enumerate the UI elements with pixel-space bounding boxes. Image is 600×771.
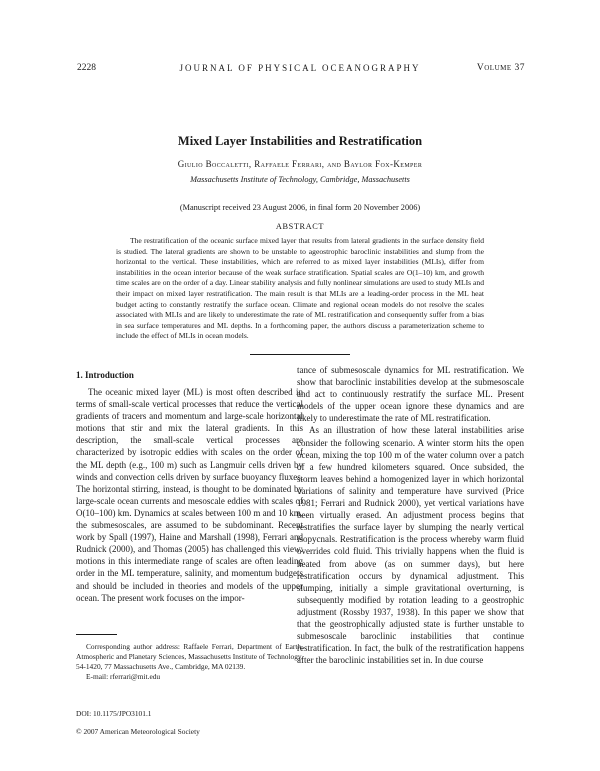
volume-label: Volume 37 xyxy=(476,63,525,73)
abstract-heading: ABSTRACT xyxy=(275,222,325,231)
affiliation: Massachusetts Institute of Technology, Cambridge, Massachusetts xyxy=(190,175,410,184)
authors: Giulio Boccaletti, Raffaele Ferrari, and Baylor Fox-Kemper xyxy=(177,159,423,169)
body-paragraph: The oceanic mixed layer (ML) is most often described in terms of small-scale vertical processes that reduce the vertical gradients of tracers and momentum and large-scale horizontal motions that stir and mix the lateral gradients. In this description, the small-scale vertical processes are characterized by isotropic eddies with scales on the order of the ML depth (e.g., 100 m) such as Langmuir cells driven by winds and convection cells driven by surface buoyancy fluxes. The horizontal stirring, instead, is thought to be dominated by large-scale ocean currents and mesoscale eddies with scales of O(10–100) km. Dynamics at scales between 100 m and 10 km, the submesoscales, are assumed to be subdominant. Recent work by Spall (1997), Haine and Marshall (1998), Ferrari and Rudnick (2000), and Thomas (2005) has challenged this view: motions in this intermediate range of scales are often leading order in the ML temperature, salinity, and momentum budgets and should be included in theories and models of the upper ocean. The present work focuses on the impor- xyxy=(76,387,303,603)
doi: DOI: 10.1175/JPO3101.1 xyxy=(76,709,152,718)
footnote-address: Corresponding author address: Raffaele Ferrari, Department of Earth, Atmospheric and Planetary Sciences, Massachusetts Institute of Technology, 54-1420, 77 Massachusetts Ave., Cambridge, MA 02139. xyxy=(76,642,303,671)
manuscript-dates: (Manuscript received 23 August 2006, in final form 20 November 2006) xyxy=(179,203,421,212)
copyright: © 2007 American Meteorological Society xyxy=(76,727,200,736)
footnote-divider xyxy=(76,634,117,635)
footnote-email: E-mail: rferrari@mit.edu xyxy=(86,672,161,681)
body-paragraph: As an illustration of how these lateral instabilities arise consider the following scenario. A winter storm hits the open ocean, mixing the top 100 m of the water column over a patch of a few hundred kilometers squared. Once subsided, the storm leaves behind a homogenized layer in which horizontal variations of salinity and temperature have survived (Price 1981; Ferrari and Rudnick 2000), yet vertical variations have been virtually erased. An adjustment process begins that restratifies the surface layer by slumping the nearly vertical isopycnals. Restratification is the process whereby warm fluid overrides cold fluid. This trivially happens when the fluid is heated from above (as on summer days), but here restratification occurs by dynamical adjustment. This slumping, initially a simple gravitational overturning, is subsequently modified by rotation leading to a geostrophic adjustment (Rossby 1937, 1938). In this paper we show that that the geostrophically adjusted state is further unstable to submesoscale baroclinic instabilities that continue restratification. In fact, the bulk of the restratification happens after the baroclinic instabilities set in. In due course xyxy=(297,425,524,666)
footnote xyxy=(76,642,303,682)
section-heading: 1. Introduction xyxy=(76,370,134,380)
right-column xyxy=(297,364,524,666)
page-number: 2228 xyxy=(77,63,96,73)
left-column xyxy=(76,386,303,604)
divider xyxy=(250,354,350,355)
body-paragraph: tance of submesoscale dynamics for ML restratification. We show that baroclinic instabilities develop at the submesoscale and act to continuously restratify the surface ML. Present models of the upper ocean ignore these dynamics and are likely to underestimate the rate of ML restratification. xyxy=(297,365,524,424)
abstract-text: The restratification of the oceanic surface mixed layer that results from lateral gradients in the surface density field is studied. The lateral gradients are shown to be unstable to ageostrophic baroclinic instabilities and slump from the horizontal to the vertical. These instabilities, which are referred to as mixed layer instabilities (MLIs), differ from instabilities in the ocean interior because of the weak surface stratification. Spatial scales are O(1–10) km, and growth time scales are on the order of a day. Linear stability analysis and fully nonlinear simulations are used to study MLIs and their impact on mixed layer restratification. The main result is that MLIs are a leading-order process in the ML heat budget acting to constantly restratify the surface ocean. Climate and regional ocean models do not resolve the scales associated with MLIs and are likely to underestimate the rate of ML restratification and consequently suffer from a bias in sea surface temperatures and ML depths. In a forthcoming paper, the authors discuss a parameterization scheme to include the effect of MLIs in ocean models. xyxy=(116,236,484,341)
journal-title: JOURNAL OF PHYSICAL OCEANOGRAPHY xyxy=(179,63,421,73)
paper-title: Mixed Layer Instabilities and Restratification xyxy=(177,134,423,148)
